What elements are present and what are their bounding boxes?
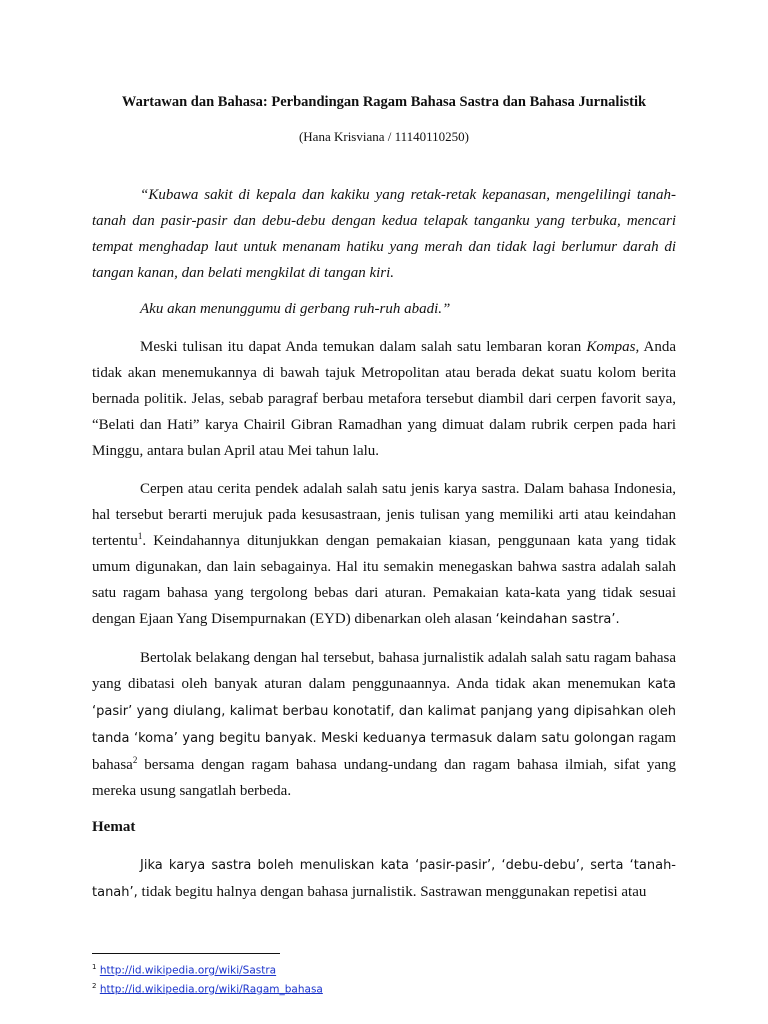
paragraph-1 <box>92 334 676 464</box>
kompas-italic: Kompas, <box>586 339 640 355</box>
paragraph-2-text-a: Cerpen atau cerita pendek adalah salah satu jenis karya sastra. Dalam bahasa Indonesia, hal tersebut berarti merujuk pada kesusastraan, jenis tulisan yang memiliki arti atau keindahan tertentu <box>92 481 676 549</box>
paragraph-2-text-b: . Keindahannya ditunjukkan dengan pemakaian kiasan, penggunaan kata yang tidak umum digunakan, dan lain sebagainya. Hal itu semakin menegaskan bahwa sastra adalah salah satu ragam bahasa yang tergolong bebas dari aturan. Pemakaian kata-kata yang tidak sesuai dengan Ejaan Yang Disempurnakan (EYD) dibenarkan oleh alasan <box>92 533 676 627</box>
footnote-ref-1: 1 <box>137 531 143 541</box>
quote-paragraph-2: Aku akan menunggumu di gerbang ruh-ruh abadi.” <box>140 301 451 317</box>
footnote-link-1[interactable]: http://id.wikipedia.org/wiki/Sastra <box>99 964 277 977</box>
footnote-number-1: 1 <box>92 963 97 971</box>
footnote-link-2[interactable]: http://id.wikipedia.org/wiki/Ragam_bahasa <box>99 983 323 995</box>
paragraph-1-text-b: Anda tidak akan menemukannya di bawah tajuk Metropolitan atau berada dekat suatu kolom berita bernada politik. Jelas, sebab paragraf berbau metafora tersebut diambil dari cerpen favorit saya, “Belati dan Hati” karya Chairil Gibran Ramadhan yang dimuat dalam rubrik cerpen pada hari Minggu, antara bulan April atau Mei tahun lalu. <box>92 339 676 459</box>
footnote-1 <box>92 960 323 979</box>
paragraph-4-sans-text: Jika karya sastra boleh menuliskan kata ‘pasir-pasir’, ‘debu-debu’, serta ‘tanah-tanah’, <box>92 858 676 900</box>
section-heading-hemat: Hemat <box>92 819 136 835</box>
footnote-separator <box>92 953 280 954</box>
paragraph-3-text-b: ragam bahasa <box>92 730 676 773</box>
paragraph-4 <box>92 852 676 906</box>
paragraph-3 <box>92 645 676 804</box>
footnote-ref-2: 2 <box>132 755 138 765</box>
paragraph-1-text-a: Meski tulisan itu dapat Anda temukan dalam salah satu lembaran koran <box>140 339 587 355</box>
document-body <box>92 182 676 906</box>
paragraph-2 <box>92 476 676 633</box>
paragraph-3-text-a: Bertolak belakang dengan hal tersebut, bahasa jurnalistik adalah salah satu ragam bahasa yang dibatasi oleh banyak aturan dalam penggunaannya. Anda tidak akan menemukan <box>92 650 676 692</box>
paragraph-4-text-b: tidak begitu halnya dengan bahasa jurnalistik. Sastrawan menggunakan repetisi atau <box>137 884 647 900</box>
footnote-number-2: 2 <box>92 981 97 990</box>
paragraph-2-text-c: ‘keindahan sastra’. <box>495 612 620 627</box>
document-author: (Hana Krisviana / 11140110250) <box>298 129 470 144</box>
quote-paragraph-1: “Kubawa sakit di kepala dan kakiku yang retak-retak kepanasan, mengelilingi tanah-tanah dan pasir-pasir dan debu-debu dengan kedua telapak tanganku yang terbuka, mencari tempat menghadap laut untuk menanam hatiku yang merah dan tidak lagi berlumur darah di tangan kanan, dan belati mengkilat di tangan kiri. <box>92 187 676 281</box>
footnotes <box>92 960 323 997</box>
paragraph-3-sans-text: kata ‘pasir’ yang diulang, kalimat berbau konotatif, dan kalimat panjang yang dipisahkan oleh tanda ‘koma’ yang begitu banyak. Meski keduanya termasuk dalam satu golongan <box>92 677 676 746</box>
paragraph-3-text-c: bersama dengan ragam bahasa undang-undang dan ragam bahasa ilmiah, sifat yang mereka usung sangatlah berbeda. <box>92 757 676 799</box>
document-title: Wartawan dan Bahasa: Perbandingan Ragam Bahasa Sastra dan Bahasa Jurnalistik <box>121 94 647 110</box>
footnote-2 <box>92 979 323 998</box>
